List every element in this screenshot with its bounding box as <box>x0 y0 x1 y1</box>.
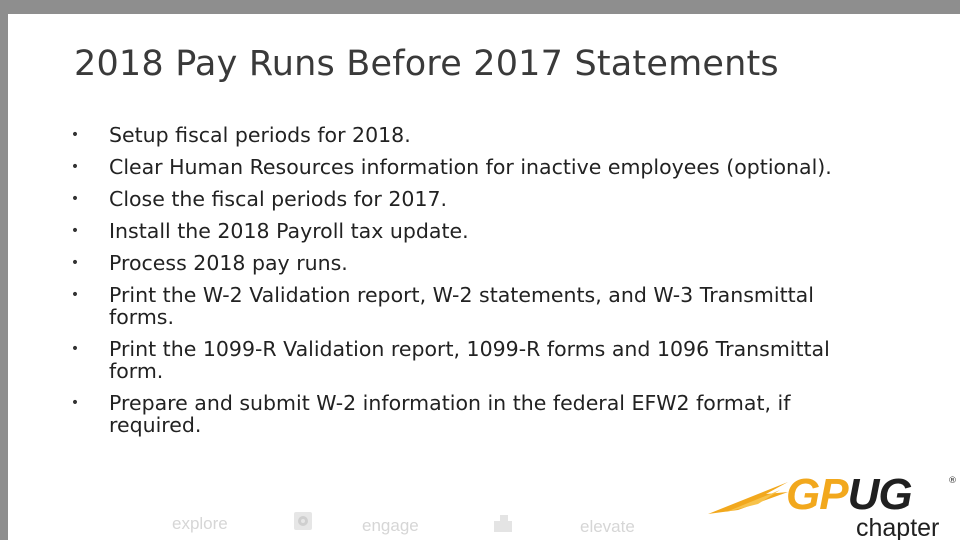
bullet-marker: • <box>70 395 80 411</box>
bullet-text: Setup fiscal periods for 2018. <box>109 123 411 147</box>
slide-title: 2018 Pay Runs Before 2017 Statements <box>74 44 779 84</box>
bullet-item <box>70 124 870 146</box>
bullet-item <box>70 284 870 328</box>
gear-icon <box>292 510 314 532</box>
bullet-item <box>70 156 870 178</box>
bullet-marker: • <box>70 255 80 271</box>
bullet-marker: • <box>70 191 80 207</box>
bullet-text: Prepare and submit W-2 information in the federal EFW2 format, if required. <box>109 391 791 437</box>
bullet-text: Print the W-2 Validation report, W-2 statements, and W-3 Transmittal forms. <box>109 283 814 329</box>
logo-swoosh-icon <box>708 480 788 516</box>
bullet-item <box>70 392 870 436</box>
bullet-item <box>70 188 870 210</box>
bullet-marker: • <box>70 223 80 239</box>
bullet-text: Print the 1099-R Validation report, 1099-R forms and 1096 Transmittal form. <box>109 337 830 383</box>
logo-registered-mark: ® <box>948 476 957 486</box>
footer-engage: engage <box>362 516 419 535</box>
bullet-marker: • <box>70 341 80 357</box>
bullet-marker: • <box>70 287 80 303</box>
bullet-item <box>70 220 870 242</box>
logo-subtitle: chapter <box>856 514 940 540</box>
bullet-list <box>70 124 870 446</box>
bullet-text: Install the 2018 Payroll tax update. <box>109 219 469 243</box>
logo-wordmark <box>786 470 912 520</box>
slide <box>8 14 960 540</box>
footer-explore: explore <box>172 514 228 533</box>
bullet-text: Process 2018 pay runs. <box>109 251 348 275</box>
logo-brand-left: GP <box>786 470 848 519</box>
bullet-text: Clear Human Resources information for inactive employees (optional). <box>109 155 832 179</box>
bullet-marker: • <box>70 159 80 175</box>
bullet-item <box>70 338 870 382</box>
footer-elevate: elevate <box>580 517 635 536</box>
bullet-item <box>70 252 870 274</box>
puzzle-icon <box>492 512 514 534</box>
bullet-marker: • <box>70 127 80 143</box>
logo-brand-right: UG <box>847 470 912 519</box>
bullet-text: Close the fiscal periods for 2017. <box>109 187 448 211</box>
gpug-logo <box>708 472 958 540</box>
